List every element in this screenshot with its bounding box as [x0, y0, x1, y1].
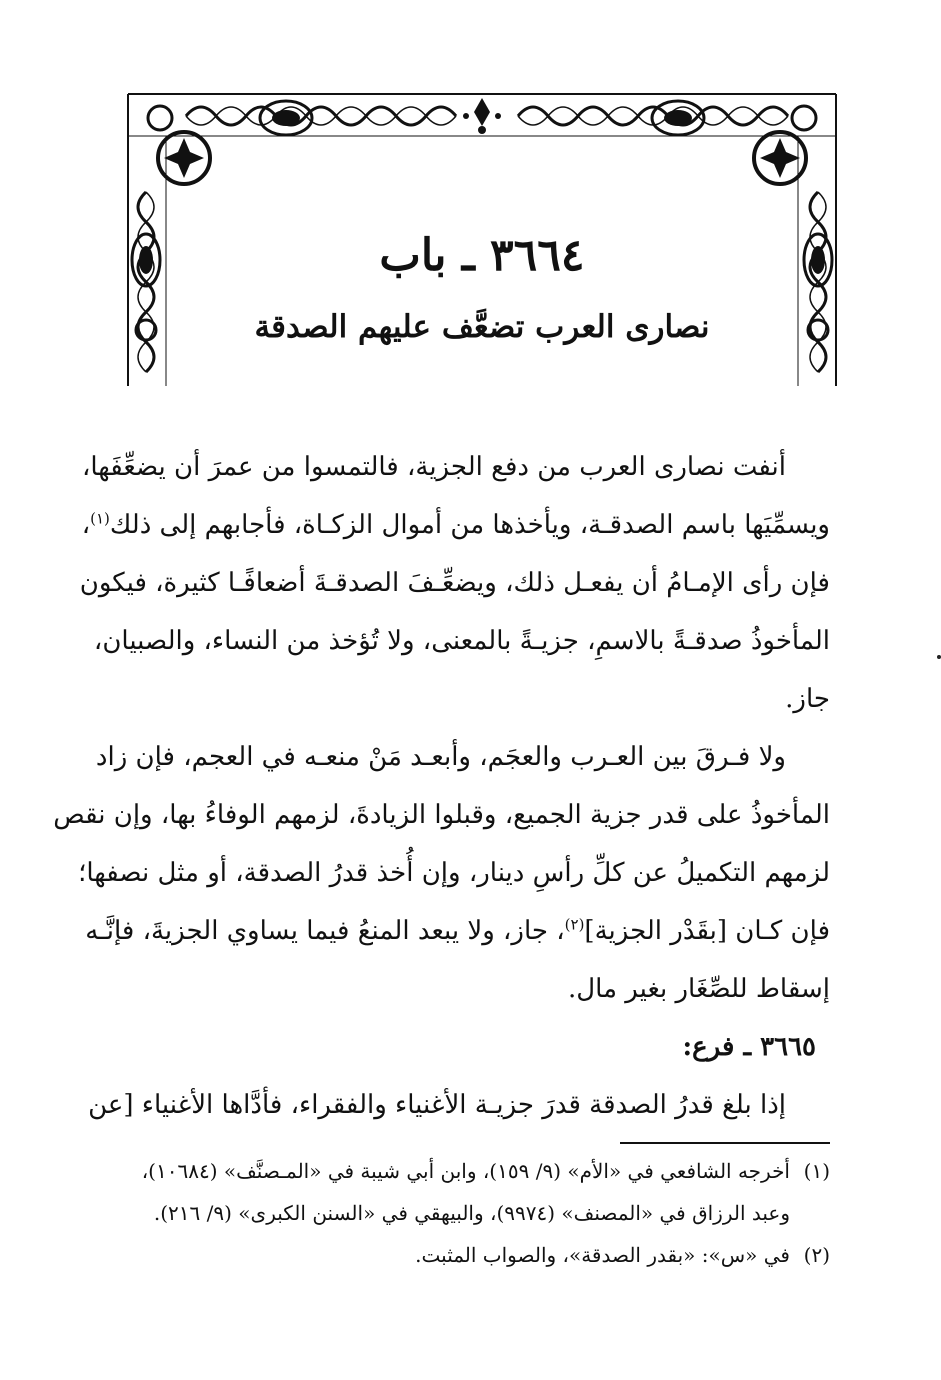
text-line: ولا فـرقَ بين العـرب والعجَم، وأبعـد مَنْ منعـه في العجم، فإن زاد — [95, 742, 786, 772]
text-segment: فإن كـان [بقَدْر الجزية] — [584, 916, 830, 946]
footnote-text: أخرجه الشافعي في «الأم» (٩/ ١٥٩)، وابن أبي شيبة في «المـصنَّف» (١٠٦٨٤)، — [141, 1159, 790, 1183]
footnote-marker: (٢) — [564, 915, 585, 934]
footnote-item — [118, 1234, 830, 1276]
text-line — [81, 496, 830, 554]
text-line: جاز. — [785, 684, 830, 714]
text-line: المأخوذُ على قدر جزية الجميع، وقبلوا الزيادةَ، لزمهم الوفاءُ بها، وإن نقص — [53, 800, 830, 830]
footnote-divider — [620, 1142, 830, 1144]
footnote-text: في «س»: «بقدر الصدقة»، والصواب المثبت. — [415, 1243, 790, 1267]
footnote-item — [118, 1150, 830, 1192]
footnote-number: (٢) — [803, 1243, 830, 1267]
footnote-marker: (١) — [90, 509, 110, 528]
footnotes — [118, 1150, 830, 1276]
scan-speck — [937, 655, 941, 659]
text-line: المأخوذُ صدقـةً بالاسمِ، جزيـةً بالمعنى، ولا تُؤخذ من النساء، والصبيان، — [93, 626, 830, 656]
footnote-continuation: وعبد الرزاق في «المصنف» (٩٩٧٤)، والبيهقي في «السنن الكبرى» (٩/ ٢١٦). — [153, 1201, 790, 1225]
text-line — [85, 902, 830, 960]
chapter-title: نصارى العرب تضعَّف عليهم الصدقة — [254, 309, 710, 345]
text-line: أنفت نصارى العرب من دفع الجزية، فالتمسوا من عمرَ أن يضعِّفَها، — [81, 452, 786, 482]
branch-heading: ٣٦٦٥ ـ فرع: — [682, 1032, 816, 1062]
text-segment: ، — [81, 510, 91, 540]
ornamental-frame — [126, 92, 838, 388]
text-segment: ، جاز، ولا يبعد المنعُ فيما يساوي الجزيةَ، فإنَّـه — [85, 916, 565, 946]
main-text — [53, 438, 830, 1134]
text-line: إذا بلغ قدرُ الصدقة قدرَ جزيـة الأغنياء والفقراء، فأدَّاها الأغنياء [عن — [88, 1090, 786, 1120]
text-line: لزمهم التكميلُ عن كلِّ رأسِ دينار، وإن أُخذ قدرُ الصدقة، أو مثل نصفها؛ — [78, 858, 830, 888]
footnote-number: (١) — [803, 1159, 830, 1183]
text-line: إسقاط للصِّغَار بغير مال. — [568, 974, 830, 1004]
text-segment: ويسمِّيَها باسم الصدقـة، ويأخذها من أموال الزكـاة، فأجابهم إلى ذلك — [109, 510, 830, 540]
text-line: فإن رأى الإمـامُ أن يفعـل ذلك، ويضعِّـفَ الصدقـةَ أضعافًـا كثيرة، فيكون — [79, 568, 830, 598]
chapter-number: ٣٦٦٤ ـ باب — [379, 230, 585, 281]
